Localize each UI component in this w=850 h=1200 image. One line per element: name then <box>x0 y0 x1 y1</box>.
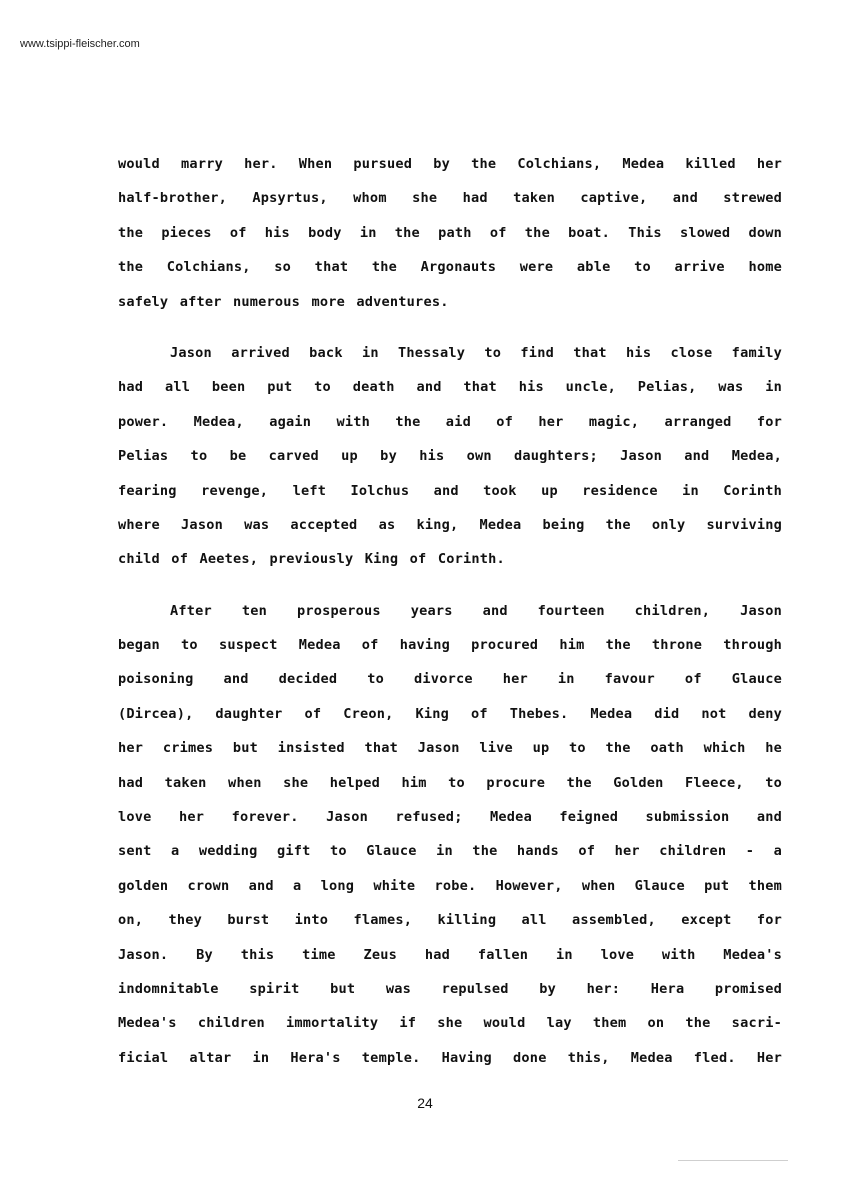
text-line: would marry her. When pursued by the Colchians, Medea killed her <box>118 156 782 172</box>
paragraph-gap <box>118 580 782 597</box>
text-line: had taken when she helped him to procure the Golden Fleece, to <box>118 774 782 791</box>
text-line: Jason. By this time Zeus had fallen in love with Medea's <box>118 946 782 963</box>
text-line: ficial altar in Hera's temple. Having done this, Medea fled. Her <box>118 1049 782 1066</box>
page-number: 24 <box>417 1095 433 1111</box>
text-line: power. Medea, again with the aid of her magic, arranged for <box>118 413 782 430</box>
text-line: sent a wedding gift to Glauce in the hands of her children - a <box>118 843 782 860</box>
text-line: love her forever. Jason refused; Medea feigned submission and <box>118 809 782 826</box>
text-line: golden crown and a long white robe. However, when Glauce put them <box>118 877 782 894</box>
text-line: the pieces of his body in the path of the boat. This slowed down <box>118 224 782 241</box>
text-line: her crimes but insisted that Jason live up to the oath which he <box>118 740 782 757</box>
paragraph-1 <box>118 150 782 322</box>
text-line: Medea's children immortality if she would lay them on the sacri- <box>118 1015 782 1032</box>
scan-artifact-line <box>678 1160 788 1161</box>
text-line: After ten prosperous years and fourteen children, Jason <box>170 602 782 619</box>
text-line: Jason arrived back in Thessaly to find that his close family <box>170 344 782 361</box>
text-line: Pelias to be carved up by his own daughters; Jason and Medea, <box>118 448 782 465</box>
text-line: safely after numerous more adventures. <box>118 293 449 310</box>
text-line: had all been put to death and that his uncle, Pelias, was in <box>118 379 782 396</box>
text-line: half-brother, Apsyrtus, whom she had taken captive, and strewed <box>118 190 782 207</box>
text-line: where Jason was accepted as king, Medea being the only surviving <box>118 516 782 533</box>
text-line: indomnitable spirit but was repulsed by her: Hera promised <box>118 980 782 997</box>
header-url: www.tsippi-fleischer.com <box>20 38 140 50</box>
text-line: on, they burst into flames, killing all assembled, except for <box>118 912 782 929</box>
text-line: (Dircea), daughter of Creon, King of Thebes. Medea did not deny <box>118 705 782 722</box>
text-line: child of Aeetes, previously King of Corinth. <box>118 551 505 568</box>
text-line: began to suspect Medea of having procured him the throne through <box>118 637 782 654</box>
paragraph-gap <box>118 322 782 339</box>
text-line: fearing revenge, left Iolchus and took up residence in Corinth <box>118 482 782 499</box>
text-line: poisoning and decided to divorce her in favour of Glauce <box>118 671 782 688</box>
paragraph-2 <box>118 339 782 580</box>
paragraph-3 <box>118 597 782 1078</box>
body-text <box>118 150 782 1078</box>
text-line: the Colchians, so that the Argonauts were able to arrive home <box>118 259 782 276</box>
